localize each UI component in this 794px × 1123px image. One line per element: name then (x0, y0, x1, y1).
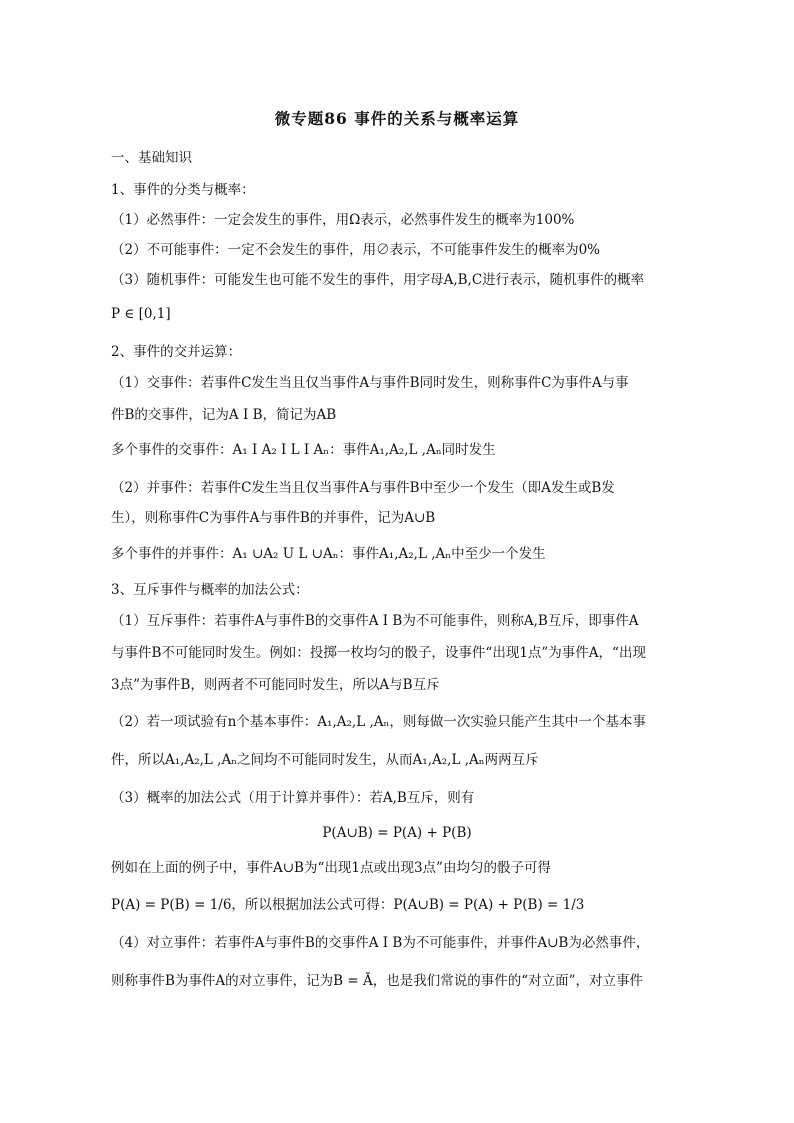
text-line: 多个事件的交事件：A₁ I A₂ I L I Aₙ：事件A₁,A₂,L ,Aₙ同时发生 (111, 442, 496, 458)
text-line: 多个事件的并事件：A₁ ∪A₂ U L ∪Aₙ：事件A₁,A₂,L ,Aₙ中至少一个发生 (111, 546, 546, 562)
text-line: 则称事件B为事件A的对立事件，记为B = Ā，也是我们常说的事件的“对立面”，对立事件 (111, 973, 644, 989)
subsection-heading: 2、事件的交并运算： (111, 344, 242, 360)
text-line: （1）互斥事件：若事件A与事件B的交事件A I B为不可能事件，则称A,B互斥，即事件A (111, 613, 639, 629)
formula-line: P(A∪B) = P(A) + P(B) (322, 825, 472, 841)
text-line: （3）概率的加法公式（用于计算并事件）：若A,B互斥，则有 (111, 790, 475, 806)
section-heading: 一、基础知识 (111, 150, 192, 166)
formula-line: P(A) = P(B) = 1/6，所以根据加法公式可得：P(A∪B) = P(A) + P(B) = 1/3 (111, 897, 585, 913)
text-line: （1）交事件：若事件C发生当且仅当事件A与事件B同时发生，则称事件C为事件A与事 (111, 375, 629, 391)
formula-line: P ∈ [0,1] (111, 306, 171, 322)
text-line: 生），则称事件C为事件A与事件B的并事件，记为A∪B (111, 510, 436, 526)
text-line: 件B的交事件，记为A I B，简记为AB (111, 407, 337, 423)
text-line: （2）不可能事件：一定不会发生的事件，用∅表示，不可能事件发生的概率为0% (111, 242, 601, 258)
text-line: 例如在上面的例子中，事件A∪B为“出现1点或出现3点”由均匀的骰子可得 (111, 860, 551, 876)
text-line: （2）并事件：若事件C发生当且仅当事件A与事件B中至少一个发生（即A发生或B发 (111, 480, 615, 496)
text-line: 与事件B不可能同时发生。例如：投掷一枚均匀的骰子，设事件“出现1点”为事件A，“出现 (111, 645, 646, 661)
subsection-heading: 3、互斥事件与概率的加法公式： (111, 582, 309, 598)
text-line: 件，所以A₁,A₂,L ,Aₙ之间均不可能同时发生，从而A₁,A₂,L ,Aₙ两两互斥 (111, 752, 539, 768)
text-line: （2）若一项试验有n个基本事件：A₁,A₂,L ,Aₙ，则每做一次实验只能产生其中一个基本事 (111, 714, 646, 730)
subsection-heading: 1、事件的分类与概率： (111, 182, 255, 198)
text-line: 3点”为事件B，则两者不可能同时发生，所以A与B互斥 (111, 677, 440, 693)
text-line: （1）必然事件：一定会发生的事件，用Ω表示，必然事件发生的概率为100% (111, 212, 575, 228)
page-title: 微专题86 事件的关系与概率运算 (274, 109, 520, 128)
text-line: （3）随机事件：可能发生也可能不发生的事件，用字母A,B,C进行表示，随机事件的概率 (111, 272, 645, 288)
text-line: （4）对立事件：若事件A与事件B的交事件A I B为不可能事件，并事件A∪B为必然事件， (111, 935, 650, 951)
